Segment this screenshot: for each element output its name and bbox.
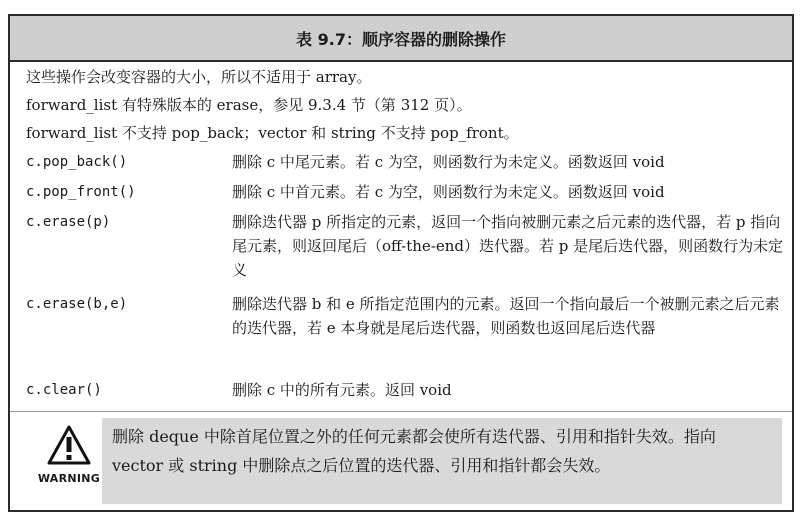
operation-description: 删除迭代器 b 和 e 所指定范围内的元素。返回一个指向最后一个被删元素之后元素的迭代器，若 e 本身就是尾后迭代器，则函数也返回尾后迭代器 [232,295,780,337]
operation-name: c.erase(p) [26,214,111,230]
table-title: 表 9.7：顺序容器的删除操作 [10,16,792,62]
warning-label: WARNING [37,472,101,485]
operations-table [8,14,794,512]
operation-description: 删除 c 中尾元素。若 c 为空，则函数行为未定义。函数返回 void [232,153,665,171]
note-line: 这些操作会改变容器的大小，所以不适用于 array。 [26,68,372,86]
operation-name: c.erase(b,e) [26,296,128,312]
note-line: forward_list 有特殊版本的 erase，参见 9.3.4 节（第 312 页）。 [26,96,472,114]
operation-description: 删除 c 中首元素。若 c 为空，则函数行为未定义。函数返回 void [232,183,665,201]
operation-name: c.pop_back() [26,154,128,170]
operation-name: c.pop_front() [26,184,136,200]
warning-text: 删除 deque 中除首尾位置之外的任何元素都会使所有迭代器、引用和指针失效。指向 vector 或 string 中删除点之后位置的迭代器、引用和指针都会失效。 [102,418,782,504]
operation-name: c.clear() [26,382,102,398]
warning-icon [34,424,104,485]
operation-description: 删除迭代器 p 所指定的元素，返回一个指向被删元素之后元素的迭代器，若 p 指向尾元素，则返回尾后（off-the-end）迭代器。若 p 是尾后迭代器，则函数行为未定义 [232,213,784,279]
warning-box [10,411,792,510]
note-line: forward_list 不支持 pop_back；vector 和 string 不支持 pop_front。 [26,124,519,142]
operation-description: 删除 c 中的所有元素。返回 void [232,381,452,399]
